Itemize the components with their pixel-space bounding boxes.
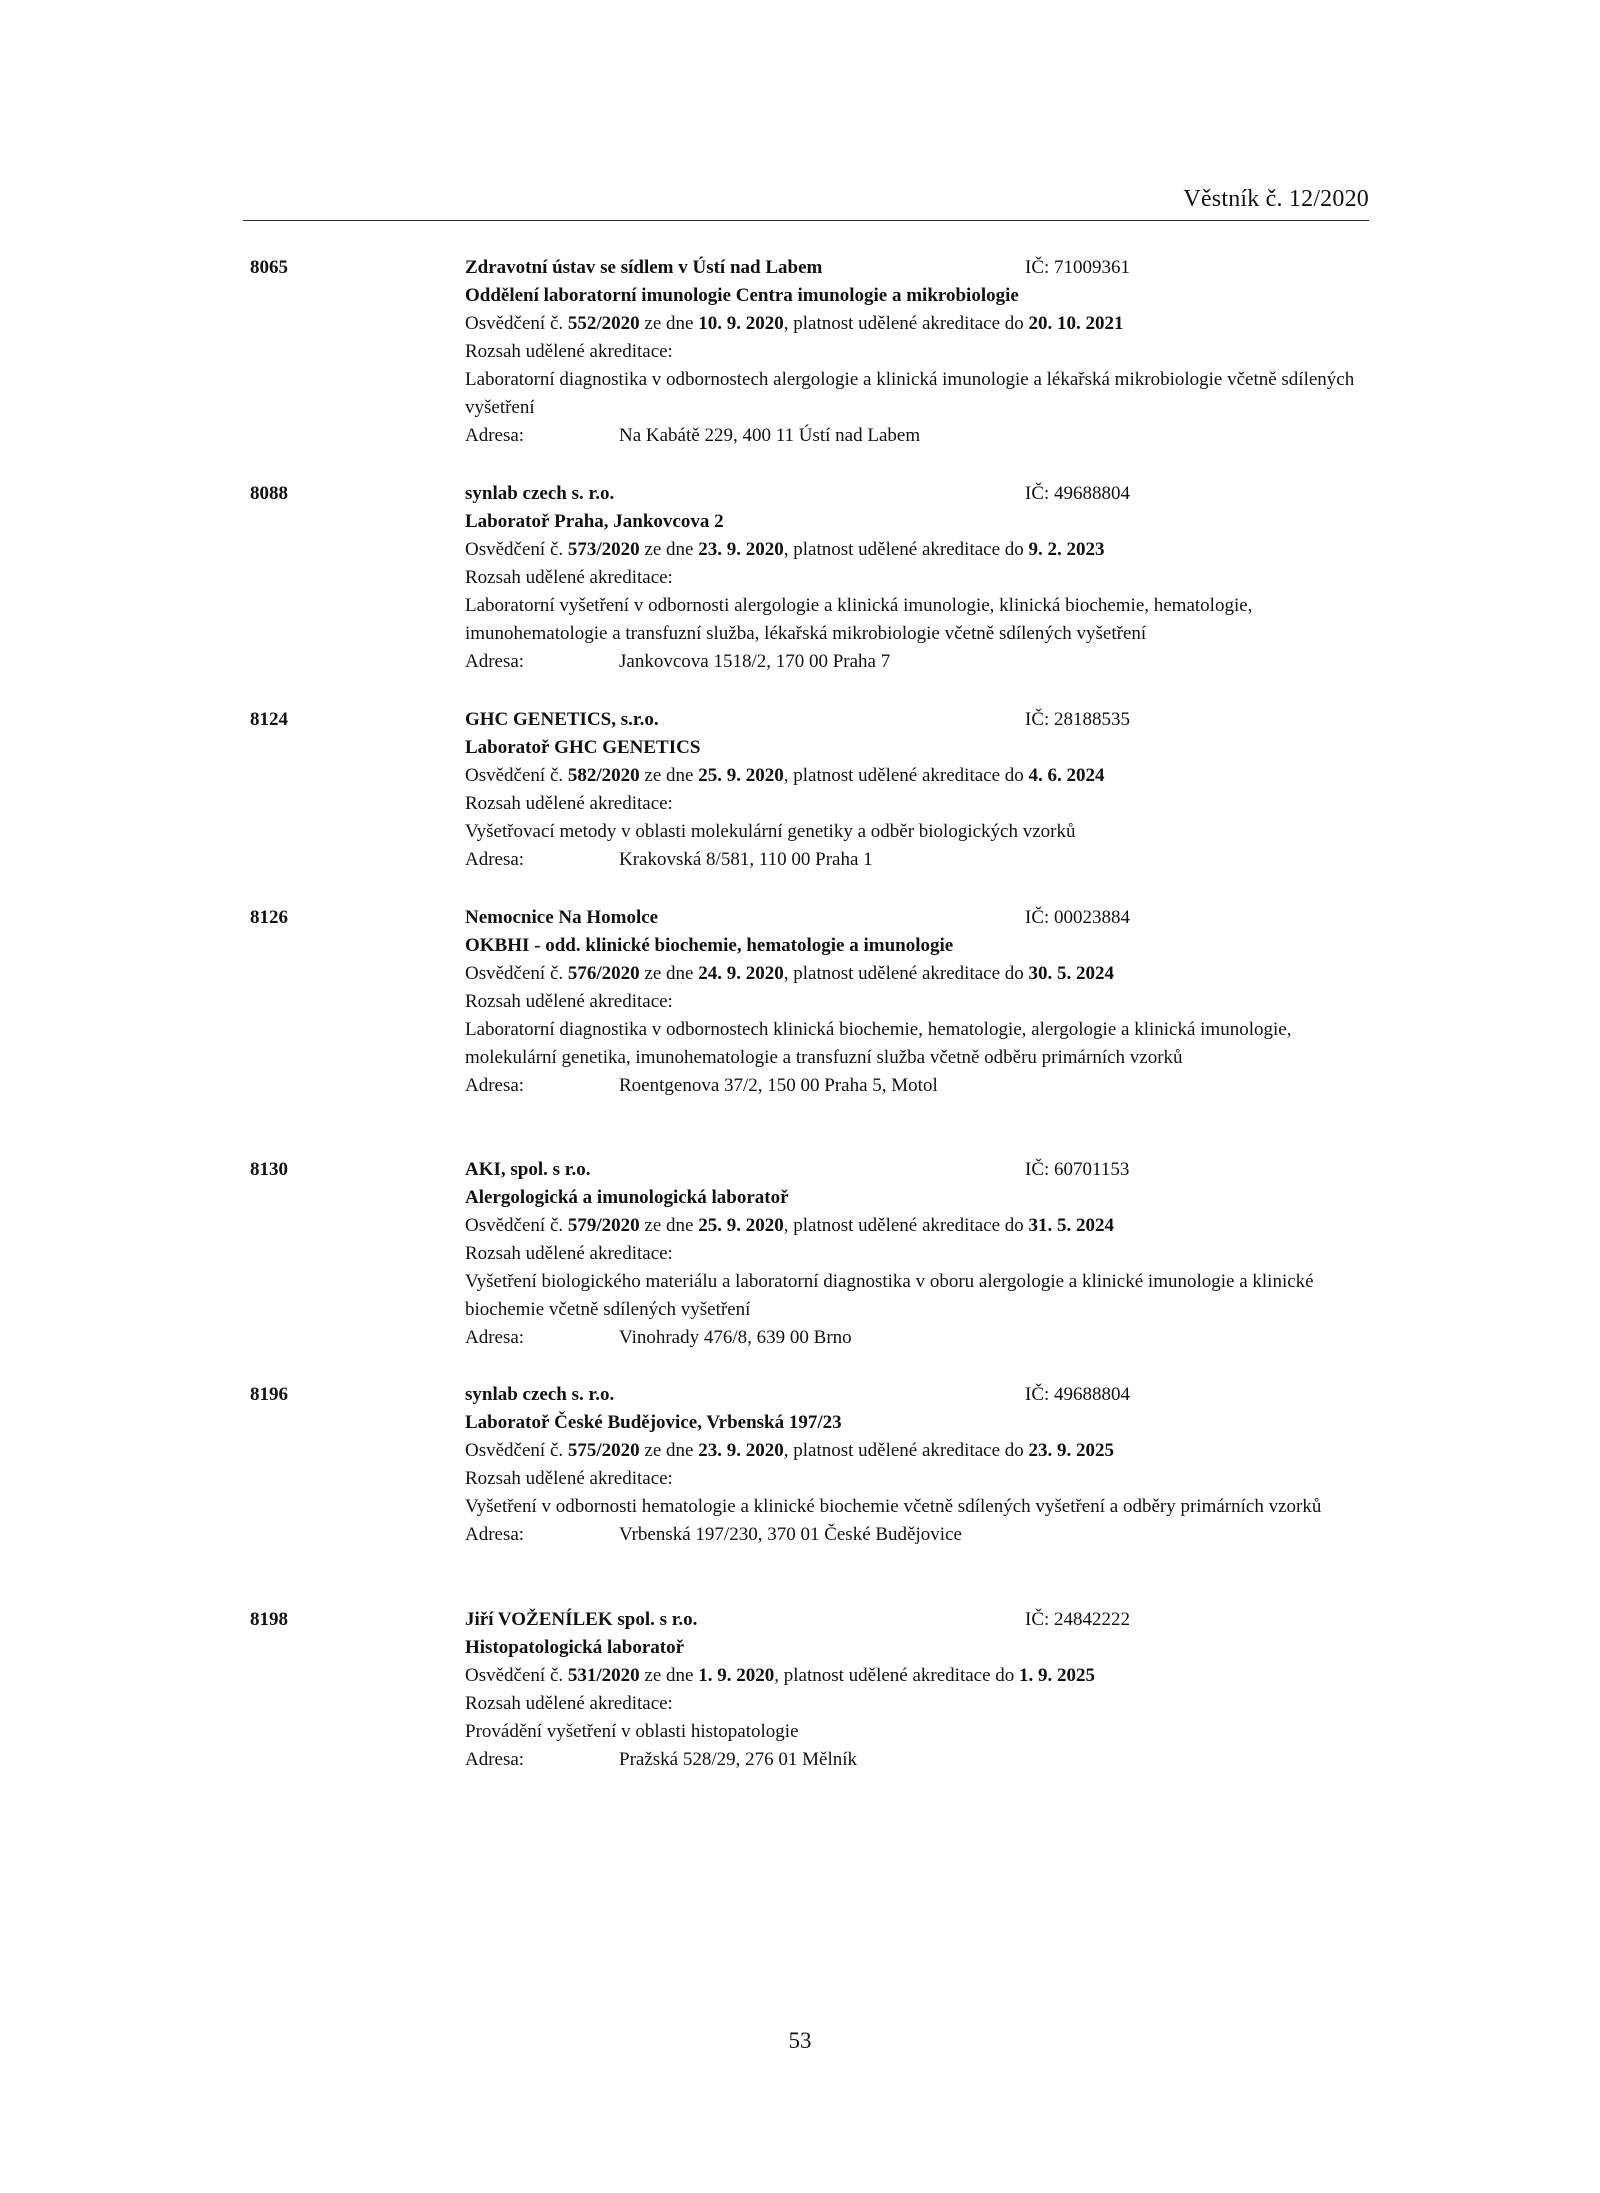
page-number: 53 <box>788 2028 812 2053</box>
lab-name: Oddělení laboratorní imunologie Centra imunologie a mikrobiologie <box>465 285 1019 306</box>
org-name: Jiří VOŽENÍLEK spol. s r.o. <box>465 1609 698 1630</box>
address-line: Adresa: Pražská 528/29, 276 01 Mělník <box>465 1749 858 1770</box>
scope-text: Vyšetření biologického materiálu a laboratorní diagnostika v oboru alergologie a klinické imunologie a klinické biochemie včetně sdílených vyšetření <box>465 1271 1314 1320</box>
address-value: Na Kabátě 229, 400 11 Ústí nad Labem <box>619 425 921 446</box>
ic-number: IČ: 49688804 <box>1025 483 1131 504</box>
entry-number: 8130 <box>250 1159 288 1180</box>
lab-name: Laboratoř České Budějovice, Vrbenská 197/23 <box>465 1412 842 1433</box>
ic-number: IČ: 28188535 <box>1025 709 1131 730</box>
lab-name: Laboratoř Praha, Jankovcova 2 <box>465 511 724 532</box>
entry-body <box>465 480 1365 676</box>
lab-name: OKBHI - odd. klinické biochemie, hematologie a imunologie <box>465 935 954 956</box>
certificate-line: Osvědčení č. 552/2020 ze dne 10. 9. 2020, platnost udělené akreditace do 20. 10. 2021 <box>465 313 1124 334</box>
scope-label: Rozsah udělené akreditace: <box>465 991 673 1012</box>
lab-name: Laboratoř GHC GENETICS <box>465 737 701 758</box>
org-name: synlab czech s. r.o. <box>465 483 615 504</box>
certificate-line: Osvědčení č. 582/2020 ze dne 25. 9. 2020, platnost udělené akreditace do 4. 6. 2024 <box>465 765 1105 786</box>
entry-body <box>465 904 1365 1100</box>
org-name: Nemocnice Na Homolce <box>465 907 659 928</box>
lab-name: Histopatologická laboratoř <box>465 1637 685 1658</box>
ic-number: IČ: 60701153 <box>1025 1159 1130 1180</box>
scope-label: Rozsah udělené akreditace: <box>465 1693 673 1714</box>
certificate-line: Osvědčení č. 575/2020 ze dne 23. 9. 2020, platnost udělené akreditace do 23. 9. 2025 <box>465 1440 1115 1461</box>
ic-number: IČ: 49688804 <box>1025 1384 1131 1405</box>
address-line: Adresa: Na Kabátě 229, 400 11 Ústí nad Labem <box>465 425 921 446</box>
page-header <box>243 186 1369 221</box>
org-name: GHC GENETICS, s.r.o. <box>465 709 659 730</box>
ic-number: IČ: 24842222 <box>1025 1609 1131 1630</box>
entry-number: 8196 <box>250 1384 288 1405</box>
address-value: Krakovská 8/581, 110 00 Praha 1 <box>619 849 873 870</box>
address-line: Adresa: Vrbenská 197/230, 370 01 České Budějovice <box>465 1524 962 1545</box>
org-name: AKI, spol. s r.o. <box>465 1159 591 1180</box>
scope-text: Vyšetřovací metody v oblasti molekulární genetiky a odběr biologických vzorků <box>465 821 1076 842</box>
lab-name: Alergologická a imunologická laboratoř <box>465 1187 789 1208</box>
entry-body <box>465 1156 1365 1352</box>
scope-text: Laboratorní vyšetření v odbornosti alergologie a klinická imunologie, klinická biochemie, hematologie, imunohematologie a transfuzní služba, lékařská mikrobiologie včetně sdílených vyšetření <box>465 595 1253 644</box>
ic-number: IČ: 00023884 <box>1025 907 1131 928</box>
entry-body <box>465 706 1365 874</box>
address-line: Adresa: Roentgenova 37/2, 150 00 Praha 5, Motol <box>465 1075 938 1096</box>
address-line: Adresa: Vinohrady 476/8, 639 00 Brno <box>465 1327 852 1348</box>
scope-text: Laboratorní diagnostika v odbornostech klinická biochemie, hematologie, alergologie a klinická imunologie, molekulární genetika, imunohematologie a transfuzní služba včetně odběru primárních vzorků <box>465 1019 1292 1068</box>
ic-number: IČ: 71009361 <box>1025 257 1131 278</box>
address-line: Adresa: Jankovcova 1518/2, 170 00 Praha 7 <box>465 651 891 672</box>
org-name: Zdravotní ústav se sídlem v Ústí nad Labem <box>465 257 823 278</box>
scope-label: Rozsah udělené akreditace: <box>465 341 673 362</box>
entry-number: 8198 <box>250 1609 288 1630</box>
certificate-line: Osvědčení č. 576/2020 ze dne 24. 9. 2020, platnost udělené akreditace do 30. 5. 2024 <box>465 963 1115 984</box>
entry-number: 8088 <box>250 483 288 504</box>
certificate-line: Osvědčení č. 579/2020 ze dne 25. 9. 2020, platnost udělené akreditace do 31. 5. 2024 <box>465 1215 1115 1236</box>
scope-text: Provádění vyšetření v oblasti histopatologie <box>465 1721 799 1742</box>
certificate-line: Osvědčení č. 573/2020 ze dne 23. 9. 2020, platnost udělené akreditace do 9. 2. 2023 <box>465 539 1105 560</box>
entry-number: 8065 <box>250 257 288 278</box>
org-name: synlab czech s. r.o. <box>465 1384 615 1405</box>
entry-body <box>465 1381 1365 1549</box>
scope-label: Rozsah udělené akreditace: <box>465 1243 673 1264</box>
entry-number: 8126 <box>250 907 288 928</box>
scope-text: Laboratorní diagnostika v odbornostech alergologie a klinická imunologie a lékařská mikrobiologie včetně sdílených vyšetření <box>465 369 1355 418</box>
certificate-line: Osvědčení č. 531/2020 ze dne 1. 9. 2020, platnost udělené akreditace do 1. 9. 2025 <box>465 1665 1096 1686</box>
scope-label: Rozsah udělené akreditace: <box>465 567 673 588</box>
address-line: Adresa: Krakovská 8/581, 110 00 Praha 1 <box>465 849 873 870</box>
bulletin-title: Věstník č. 12/2020 <box>1183 186 1369 212</box>
address-value: Pražská 528/29, 276 01 Mělník <box>619 1749 858 1770</box>
address-value: Roentgenova 37/2, 150 00 Praha 5, Motol <box>619 1075 938 1096</box>
address-value: Vinohrady 476/8, 639 00 Brno <box>619 1327 852 1348</box>
entry-body <box>465 1606 1365 1774</box>
scope-text: Vyšetření v odbornosti hematologie a klinické biochemie včetně sdílených vyšetření a odběry primárních vzorků <box>465 1496 1322 1517</box>
entry-number: 8124 <box>250 709 288 730</box>
scope-label: Rozsah udělené akreditace: <box>465 1468 673 1489</box>
address-value: Vrbenská 197/230, 370 01 České Budějovice <box>619 1524 962 1545</box>
address-value: Jankovcova 1518/2, 170 00 Praha 7 <box>619 651 891 672</box>
scope-label: Rozsah udělené akreditace: <box>465 793 673 814</box>
entry-body <box>465 254 1365 450</box>
